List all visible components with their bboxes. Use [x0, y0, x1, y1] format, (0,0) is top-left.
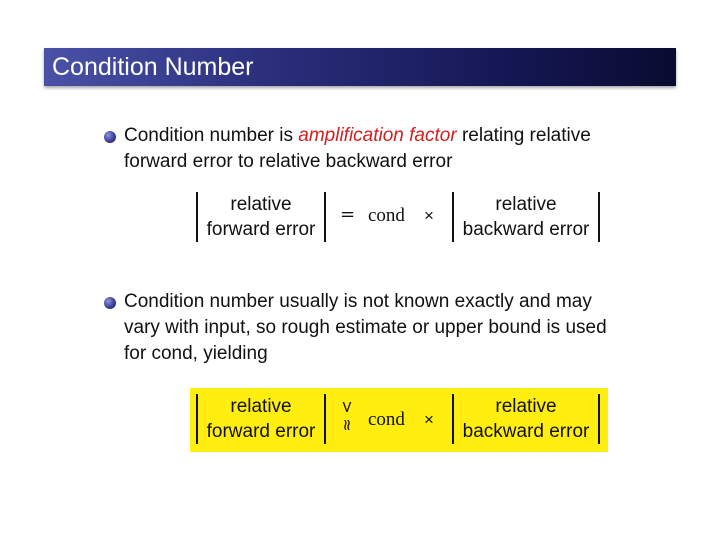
bullet-marker-2	[104, 297, 116, 309]
equation-2-left-line-2: forward error	[206, 421, 316, 442]
equation-1-right-line-1: relative	[495, 194, 557, 215]
bullet-marker-1	[104, 131, 116, 143]
equation-2-cond: cond	[368, 409, 405, 430]
bullet-1-prefix: Condition number is	[124, 125, 293, 146]
slide-title: Condition Number	[52, 53, 254, 81]
equation-2-right-fraction	[454, 394, 598, 444]
abs-bar-left-close	[324, 394, 326, 444]
equation-1-left-fraction	[200, 192, 322, 242]
title-bar	[44, 48, 676, 86]
equals-sign: =	[340, 204, 356, 225]
equation-2-left-fraction	[200, 394, 322, 444]
abs-bar-right-close	[598, 192, 600, 242]
bullet-2-line-3: for cond, yielding	[124, 343, 268, 364]
bullet-1-suffix: relating relative	[461, 125, 591, 146]
bullet-1-line-2: forward error to relative backward error	[124, 151, 453, 172]
equation-2-right-line-1: relative	[495, 396, 557, 417]
equation-1-times: ×	[424, 206, 434, 225]
equation-2-left-line-1: relative	[230, 396, 292, 417]
abs-bar-left-close	[324, 192, 326, 242]
equation-2-right-line-2: backward error	[462, 421, 590, 442]
less-than-glyph: <	[337, 400, 356, 414]
abs-bar-left-open	[196, 394, 198, 444]
equation-2	[196, 392, 606, 446]
equation-1-left-line-2: forward error	[206, 219, 316, 240]
approx-glyph: ≈	[337, 418, 356, 432]
bullet-1-emphasis: amplification factor	[298, 125, 457, 146]
bullet-1-line-1	[124, 123, 684, 149]
bullet-2-line-1: Condition number usually is not known exactly and may	[124, 291, 592, 312]
bullet-2-line-2: vary with input, so rough estimate or upper bound is used	[124, 317, 607, 338]
equation-2-times: ×	[424, 410, 434, 429]
equation-1-right-fraction	[454, 192, 598, 242]
equation-1-cond: cond	[368, 205, 405, 226]
equation-1-right-line-2: backward error	[462, 219, 590, 240]
abs-bar-right-close	[598, 394, 600, 444]
abs-bar-left-open	[196, 192, 198, 242]
equation-1-left-line-1: relative	[230, 194, 292, 215]
equation-1	[196, 190, 606, 244]
